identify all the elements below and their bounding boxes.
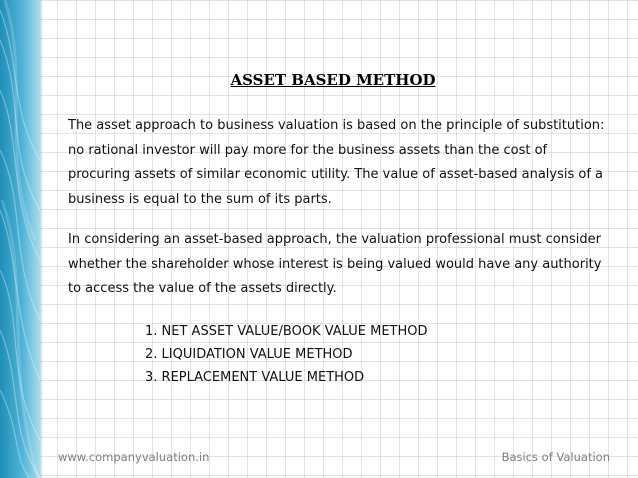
intro-paragraph: The asset approach to business valuation is based on the principle of substitution: no rational investor will pay more for the business assets than the cost of procuring assets of similar economic utility. The value of asset-based analysis of a business is equal to the sum of its parts. [68,118,605,207]
slide-title: ASSET BASED METHOD [230,71,436,89]
list-item: 3. REPLACEMENT VALUE METHOD [145,370,365,385]
footer-website: www.companyvaluation.in [58,450,210,464]
list-item: 2. LIQUIDATION VALUE METHOD [145,347,353,362]
methods-list [145,320,428,389]
list-item: 1. NET ASSET VALUE/BOOK VALUE METHOD [145,324,428,339]
slide-title-container [0,55,638,93]
footer-topic: Basics of Valuation [501,450,610,464]
consideration-paragraph: In considering an asset-based approach, the valuation professional must consider whether the shareholder whose interest is being valued would have any authority to access the value of the assets directly. [68,232,602,297]
